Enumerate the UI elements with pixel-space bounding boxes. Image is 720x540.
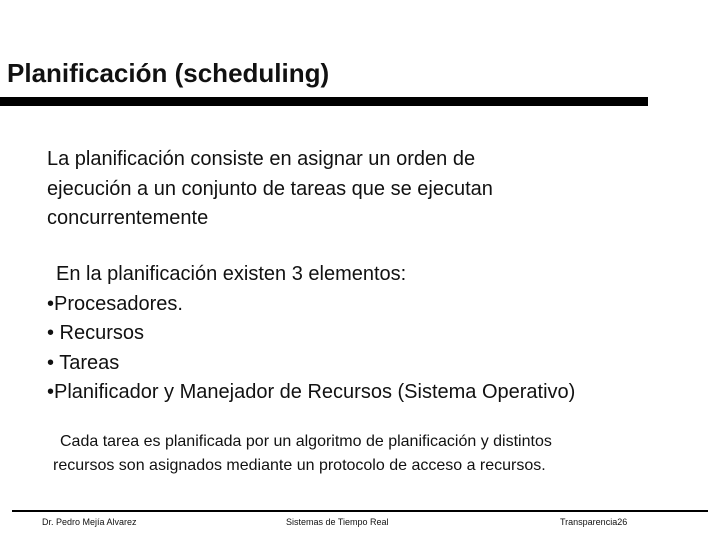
elements-heading: En la planificación existen 3 elementos: xyxy=(56,263,407,285)
intro-line: concurrentemente xyxy=(47,207,209,229)
closing-line: Cada tarea es planificada por un algoritmo de planificación y distintos xyxy=(60,433,552,450)
list-item: •Planificador y Manejador de Recursos (Sistema Operativo) xyxy=(47,381,576,403)
closing-line: recursos son asignados mediante un protocolo de acceso a recursos. xyxy=(53,457,546,474)
title-underline xyxy=(0,97,648,106)
closing-paragraph xyxy=(53,430,693,478)
footer-page-number: Transparencia26 xyxy=(560,517,628,527)
footer-course: Sistemas de Tiempo Real xyxy=(286,517,389,527)
footer-author: Dr. Pedro Mejía Alvarez xyxy=(42,517,137,527)
intro-paragraph xyxy=(47,145,647,234)
elements-list xyxy=(47,260,707,408)
list-item: • Tareas xyxy=(47,351,120,374)
list-item: • Recursos xyxy=(47,322,145,344)
footer-divider xyxy=(12,510,708,512)
intro-line: La planificación consiste en asignar un orden de xyxy=(47,148,476,170)
slide-title: Planificación (scheduling) xyxy=(7,58,330,88)
intro-line: ejecución a un conjunto de tareas que se ejecutan xyxy=(47,177,493,200)
list-item: •Procesadores. xyxy=(47,292,183,315)
